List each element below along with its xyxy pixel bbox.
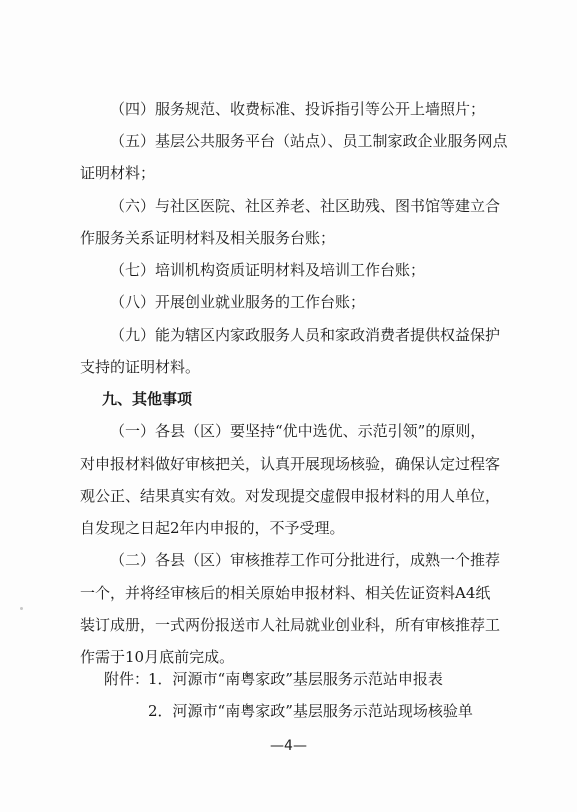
text-line-item-9: （九）能为辖区内家政服务人员和家政消费者提供权益保护 (110, 326, 501, 344)
attachment-item: 1．河源市“南粤家政”基层服务示范站申报表 (148, 670, 443, 688)
text-line-other-1-cont: 自发现之日起2年内申报的，不予受理。 (80, 519, 345, 537)
text-line-item-7: （七）培训机构资质证明材料及培训工作台账； (110, 261, 426, 279)
text-line-item-5: （五）基层公共服务平台（站点）、员工制家政企业服务网点 (110, 132, 508, 150)
text-line-item-6-cont: 作服务关系证明材料及相关服务台账； (80, 229, 336, 247)
attachments-label: 附件： (104, 670, 150, 688)
text-line-other-1: （一）各县（区）要坚持“优中选优、示范引领”的原则， (110, 422, 486, 440)
text-line-other-1-cont: 对申报材料做好审核把关，认真开展现场核验，确保认定过程客 (80, 455, 501, 473)
attachment-item: 2．河源市“南粤家政”基层服务示范站现场核验单 (148, 702, 473, 720)
section-heading: 九、其他事项 (102, 390, 193, 408)
text-line-item-6: （六）与社区医院、社区养老、社区助残、图书馆等建立合 (110, 197, 501, 215)
page-number: —4— (270, 738, 307, 754)
text-line-item-4: （四）服务规范、收费标准、投诉指引等公开上墙照片； (110, 100, 486, 118)
text-line-item-8: （八）开展创业就业服务的工作台账； (110, 293, 366, 311)
text-line-other-2: （二）各县（区）审核推荐工作可分批进行，成熟一个推荐 (110, 551, 501, 569)
text-line-item-9-cont: 支持的证明材料。 (80, 358, 201, 376)
text-line-other-2-cont: 装订成册，一式两份报送市人社局就业创业科，所有审核推荐工 (80, 616, 501, 634)
text-line-other-2-cont: 作需于10月底前完成。 (80, 648, 235, 666)
text-line-other-2-cont: 一个，并将经审核后的相关原始申报材料、相关佐证资料A4纸 (80, 584, 491, 602)
text-line-other-1-cont: 观公正、结果真实有效。对发现提交虚假申报材料的用人单位， (80, 487, 501, 505)
scan-speck (20, 607, 23, 610)
text-line-item-5-cont: 证明材料； (80, 164, 156, 182)
